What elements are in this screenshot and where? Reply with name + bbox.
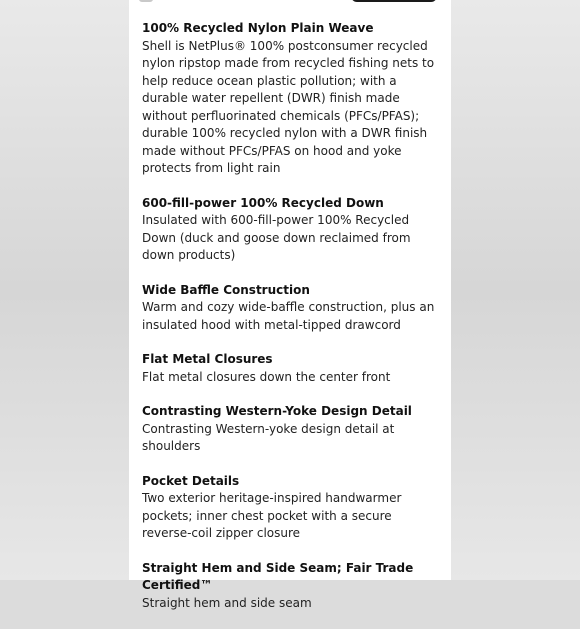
feature-section [142,195,438,265]
feature-list [142,20,438,629]
feature-section [142,403,438,456]
feature-heading: 100% Recycled Nylon Plain Weave [142,21,374,35]
background-right [451,0,580,580]
feature-description: Flat metal closures down the center front [142,369,391,384]
feature-section [142,282,438,335]
feature-heading: 600-fill-power 100% Recycled Down [142,195,384,210]
feature-description: Two exterior heritage-inspired handwarmer pockets; inner chest pocket with a secure reverse-coil zipper closure [142,491,402,540]
feature-section [142,351,438,386]
feature-heading: Contrasting Western-Yoke Design Detail [142,404,412,418]
feature-description: Shell is NetPlus® 100% postconsumer recycled nylon ripstop made from recycled fishing nets to help reduce ocean plastic pollution; with a durable water repellent (DWR) finish made without perfluorinated chemicals (PFCs/PFAS); durable 100% recycled nylon with a DWR finish made without PFCs/PFAS on hood and yoke protects from light rain [142,38,435,175]
feature-heading: Flat Metal Closures [142,352,273,366]
feature-section [142,20,438,178]
feature-heading: Wide Baffle Construction [142,282,310,297]
top-button[interactable] [351,0,437,2]
feature-heading: Pocket Details [142,473,240,488]
feature-description: Warm and cozy wide-baffle construction, plus an insulated hood with metal-tipped drawcord [142,300,435,332]
feature-description: Straight hem and side seam [142,595,312,610]
feature-description: Insulated with 600-fill-power 100% Recycled Down (duck and goose down reclaimed from down products) [142,213,411,262]
feature-section [142,473,438,543]
product-details-panel [129,0,451,610]
feature-section [142,560,438,613]
background-left [0,0,129,580]
top-edge-mark [139,0,153,2]
feature-heading: Straight Hem and Side Seam; Fair Trade Certified™ [142,560,414,592]
feature-description: Contrasting Western-yoke design detail at shoulders [142,421,395,453]
